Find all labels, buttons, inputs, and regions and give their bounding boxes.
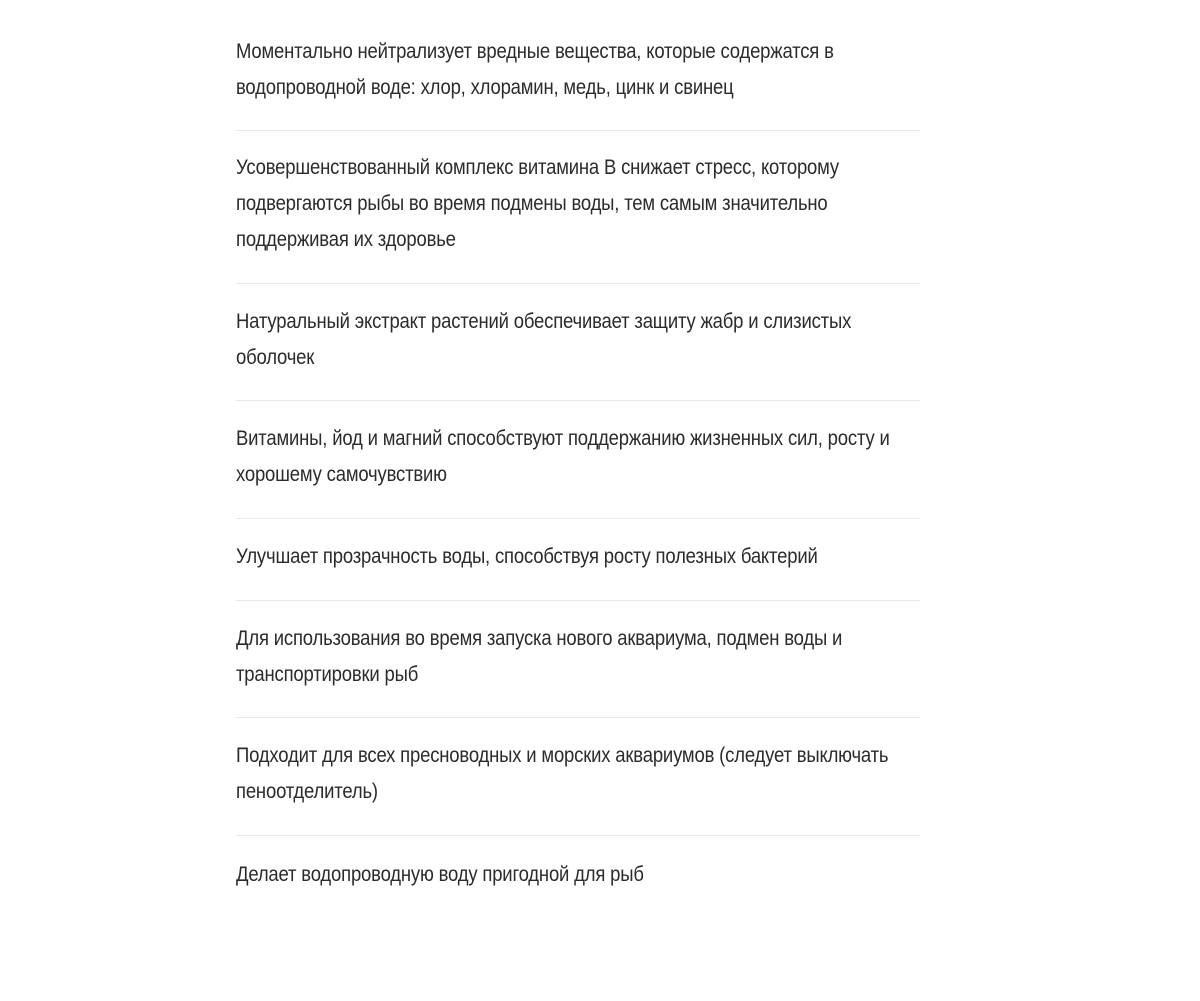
- feature-text: Моментально нейтрализует вредные вещества, которые содержатся в водопроводной воде: хлор, хлорамин, медь, цинк и свинец: [236, 40, 834, 99]
- feature-list: [236, 34, 920, 916]
- feature-text: Витамины, йод и магний способствуют поддержанию жизненных сил, росту и хорошему самочувствию: [236, 427, 890, 486]
- list-item: [236, 836, 920, 916]
- list-item: [236, 519, 920, 601]
- list-item: [236, 601, 920, 718]
- feature-text: Для использования во время запуска нового аквариума, подмен воды и транспортировки рыб: [236, 627, 843, 686]
- feature-text: Усовершенствованный комплекс витамина B снижает стресс, которому подвергаются рыбы во время подмены воды, тем самым значительно поддерживая их здоровье: [236, 156, 839, 251]
- list-item: [236, 718, 920, 836]
- list-item: [236, 131, 920, 284]
- list-item: [236, 401, 920, 519]
- list-item: [236, 284, 920, 401]
- feature-text: Делает водопроводную воду пригодной для рыб: [236, 863, 644, 886]
- feature-text: Натуральный экстракт растений обеспечивает защиту жабр и слизистых оболочек: [236, 310, 852, 369]
- feature-text: Улучшает прозрачность воды, способствуя росту полезных бактерий: [236, 545, 818, 568]
- feature-text: Подходит для всех пресноводных и морских аквариумов (следует выключать пеноотделитель): [236, 744, 889, 803]
- list-item: [236, 34, 920, 131]
